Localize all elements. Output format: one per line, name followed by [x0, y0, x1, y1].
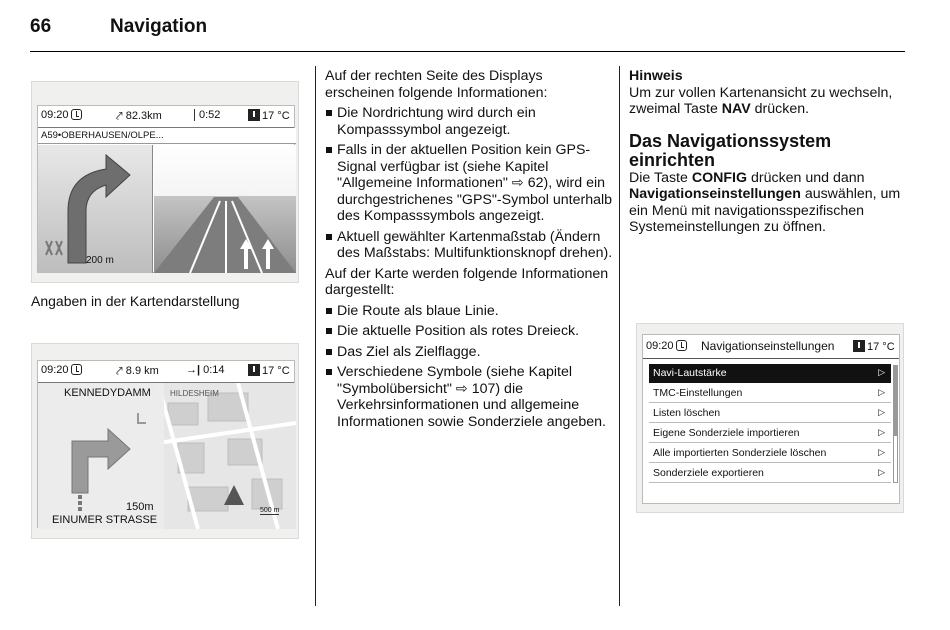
- current-street: KENNEDYDAMM: [64, 387, 151, 399]
- figure-caption: Angaben in der Kartendarstellung: [31, 293, 240, 309]
- setup-paragraph: Die Taste CONFIG drücken und dann Navigationseinstellungen auswählen, um ein Menü mit navigationsspezifischen Systemeinstellungen zu öffnen.: [629, 169, 901, 235]
- intro-paragraph-2: Auf der Karte werden folgende Informationen dargestellt:: [325, 265, 609, 298]
- chevron-right-icon: ▷: [878, 407, 885, 417]
- menu-item-sonderziele-importieren[interactable]: Eigene Sonderziele importieren ▷: [649, 424, 891, 443]
- column-divider-1: [315, 66, 316, 606]
- arrival-icon: →|: [186, 364, 201, 376]
- chevron-right-icon: ▷: [878, 447, 885, 457]
- lane-diagram: [154, 145, 296, 273]
- thermometer-icon: [853, 340, 865, 352]
- config-key: CONFIG: [691, 169, 748, 186]
- scrollbar-thumb[interactable]: [894, 366, 897, 436]
- lane-view: [154, 145, 296, 273]
- temperature-display: 17 °C: [853, 340, 895, 353]
- nav-key: NAV: [721, 101, 751, 117]
- menu-item-sonderziele-loeschen[interactable]: Alle importierten Sonderziele löschen ▷: [649, 444, 891, 463]
- list-item: Das Ziel als Zielflagge.: [325, 344, 615, 361]
- note-heading: Hinweis: [629, 68, 683, 84]
- section-heading: Das Navigationssystem einrichten: [629, 130, 832, 170]
- chevron-right-icon: ▷: [878, 467, 885, 477]
- nav-settings-screen: [636, 323, 904, 513]
- map-city-label: HILDESHEIM: [170, 389, 219, 398]
- menu-item-tmc-einstellungen[interactable]: TMC-Einstellungen ▷: [649, 384, 891, 403]
- turn-right-arrow-icon: [38, 145, 153, 273]
- screen-display: [37, 360, 295, 528]
- list-item: Verschiedene Symbole (siehe Kapitel "Symbolübersicht" ⇨ 107) die Verkehrsinformationen und allgemeine Informationen sowie Sonderziele angeben.: [325, 364, 615, 430]
- road-name: A59•OBERHAUSEN/OLPE...: [38, 128, 296, 144]
- navigation-settings-key: Navigationseinstellungen: [629, 186, 801, 202]
- map-area: [38, 383, 296, 529]
- menu-item-navi-lautstaerke[interactable]: Navi-Lautstärke ▷: [649, 364, 891, 383]
- route-distance-icon: ⤤: [116, 364, 123, 378]
- column-divider-2: [619, 66, 620, 606]
- eta-display: →| 0:14: [186, 364, 225, 376]
- page-header: [30, 8, 905, 52]
- clock-icon: [71, 364, 82, 375]
- next-street: EINUMER STRASSE: [52, 514, 158, 526]
- page-number: 66: [30, 16, 52, 37]
- chevron-right-icon: ▷: [878, 427, 885, 437]
- eta-display: 0:52: [194, 109, 220, 121]
- temperature-display: 17 °C: [248, 364, 290, 377]
- turn-distance: 200 m: [86, 255, 114, 266]
- time-display: 09:20: [41, 109, 82, 121]
- list-item: Die Route als blaue Linie.: [325, 303, 615, 320]
- menu-title: Navigationseinstellungen: [701, 339, 835, 353]
- intro-paragraph: Auf der rechten Seite des Displays erscheinen folgende Informationen:: [325, 68, 548, 101]
- nav-screen-map-view: [31, 343, 299, 539]
- clock-icon: [71, 109, 82, 120]
- screen-display: [642, 334, 900, 504]
- turn-info-panel: [38, 383, 164, 529]
- list-item: Falls in der aktuellen Position kein GPS-Signal verfügbar ist (siehe Kapitel "Allgemeine Informationen" ⇨ 62), wird ein durchgestrichenes "GPS"-Symbol unterhalb des Kompasssymbols angezeigt.: [325, 142, 615, 225]
- distance-display: ⤤ 82.3km: [116, 109, 162, 123]
- note-text: Um zur vollen Kartenansicht zu wechseln, zweimal Taste NAV drücken.: [629, 84, 893, 117]
- chevron-right-icon: ▷: [878, 387, 885, 397]
- menu-scrollbar[interactable]: [893, 365, 898, 483]
- list-item: Die aktuelle Position als rotes Dreieck.: [325, 323, 615, 340]
- list-item: Die Nordrichtung wird durch ein Kompasssymbol angezeigt.: [325, 105, 615, 138]
- status-bar: [38, 361, 294, 383]
- menu-item-listen-loeschen[interactable]: Listen löschen ▷: [649, 404, 891, 423]
- turn-distance: 150m: [126, 501, 154, 513]
- page-title: Navigation: [110, 16, 208, 37]
- time-display: 09:20: [646, 340, 687, 352]
- menu-item-sonderziele-exportieren[interactable]: Sonderziele exportieren ▷: [649, 464, 891, 483]
- chevron-right-icon: ▷: [878, 367, 885, 377]
- temperature-display: 17 °C: [248, 109, 290, 122]
- turn-right-arrow-icon: [38, 397, 164, 517]
- turn-arrow-panel: [38, 145, 153, 273]
- thermometer-icon: [248, 364, 260, 376]
- nav-screen-arrow-view: [31, 81, 299, 283]
- status-bar: [643, 335, 899, 359]
- column-2-text: [325, 68, 615, 434]
- clock-icon: [676, 340, 687, 351]
- thermometer-icon: [248, 109, 260, 121]
- distance-display: ⤤ 8.9 km: [116, 364, 159, 378]
- map-scale: 500 m: [260, 507, 280, 514]
- route-distance-icon: ⤤: [116, 109, 123, 123]
- status-bar: [38, 106, 294, 128]
- list-item: Aktuell gewählter Kartenmaßstab (Ändern des Maßstabs: Multifunktionsknopf drehen).: [325, 229, 615, 262]
- time-display: 09:20: [41, 364, 82, 376]
- column-3-text: [629, 68, 907, 240]
- screen-display: [37, 105, 295, 273]
